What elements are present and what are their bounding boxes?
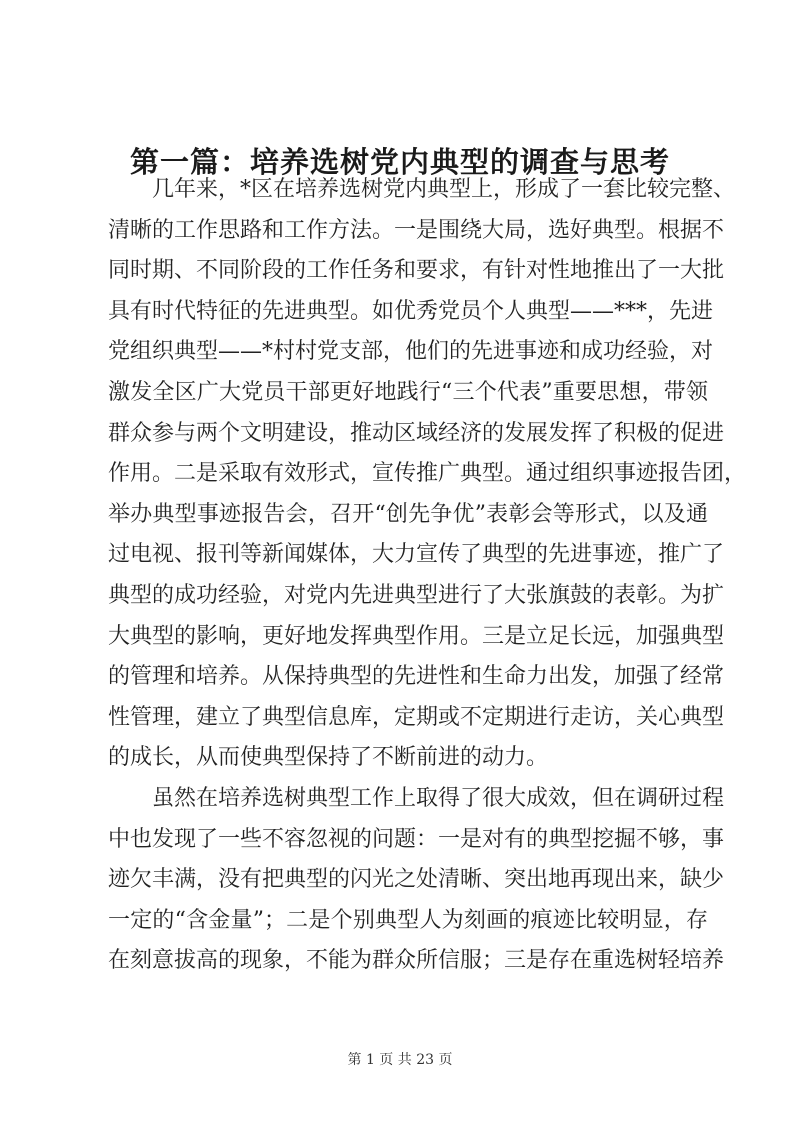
paragraph-line: 举办典型事迹报告会，召开“创先争优”表彰会等形式，以及通 bbox=[108, 501, 708, 527]
paragraph-line: 的成长，从而使典型保持了不断前进的动力。 bbox=[108, 745, 549, 771]
paragraph-line: 典型的成功经验，对党内先进典型进行了大张旗鼓的表彰。为扩 bbox=[108, 582, 725, 608]
paragraph-line: 作用。二是采取有效形式，宣传推广典型。通过组织事迹报告团， bbox=[108, 461, 747, 487]
paragraph-line: 大典型的影响，更好地发挥典型作用。三是立足长远，加强典型 bbox=[108, 623, 725, 649]
paragraph-line: 的管理和培养。从保持典型的先进性和生命力出发，加强了经常 bbox=[108, 664, 725, 690]
paragraph-line: 迹欠丰满，没有把典型的闪光之处清晰、突出地再现出来，缺少 bbox=[108, 867, 725, 893]
paragraph-line: 一定的“含金量”；二是个别典型人为刻画的痕迹比较明显，存 bbox=[108, 907, 708, 933]
paragraph-line: 同时期、不同阶段的工作任务和要求，有针对性地推出了一大批 bbox=[108, 258, 725, 284]
paragraph-line: 群众参与两个文明建设，推动区域经济的发展发挥了积极的促进 bbox=[108, 420, 725, 446]
page-number-footer: 第 1 页 共 23 页 bbox=[347, 1052, 453, 1068]
paragraph-line: 虽然在培养选树典型工作上取得了很大成效，但在调研过程 bbox=[152, 785, 725, 811]
paragraph-line: 在刻意拔高的现象，不能为群众所信服；三是存在重选树轻培养 bbox=[108, 948, 725, 974]
paragraph-line: 激发全区广大党员干部更好地践行“三个代表”重要思想，带领 bbox=[108, 379, 708, 405]
document-body bbox=[108, 170, 747, 982]
document-title: 第一篇：培养选树党内典型的调查与思考 bbox=[129, 145, 670, 179]
paragraph-line: 过电视、报刊等新闻媒体，大力宣传了典型的先进事迹，推广了 bbox=[108, 542, 725, 568]
paragraph-line: 清晰的工作思路和工作方法。一是围绕大局，选好典型。根据不 bbox=[108, 217, 725, 243]
paragraph-line: 具有时代特征的先进典型。如优秀党员个人典型——***，先进 bbox=[108, 298, 714, 324]
paragraph-line: 几年来，*区在培养选树党内典型上，形成了一套比较完整、 bbox=[152, 177, 736, 202]
paragraph-line: 中也发现了一些不容忽视的问题：一是对有的典型挖掘不够，事 bbox=[108, 826, 725, 852]
paragraph-line: 党组织典型——*村村党支部，他们的先进事迹和成功经验，对 bbox=[108, 339, 714, 365]
paragraph-line: 性管理，建立了典型信息库，定期或不定期进行走访，关心典型 bbox=[108, 704, 725, 730]
